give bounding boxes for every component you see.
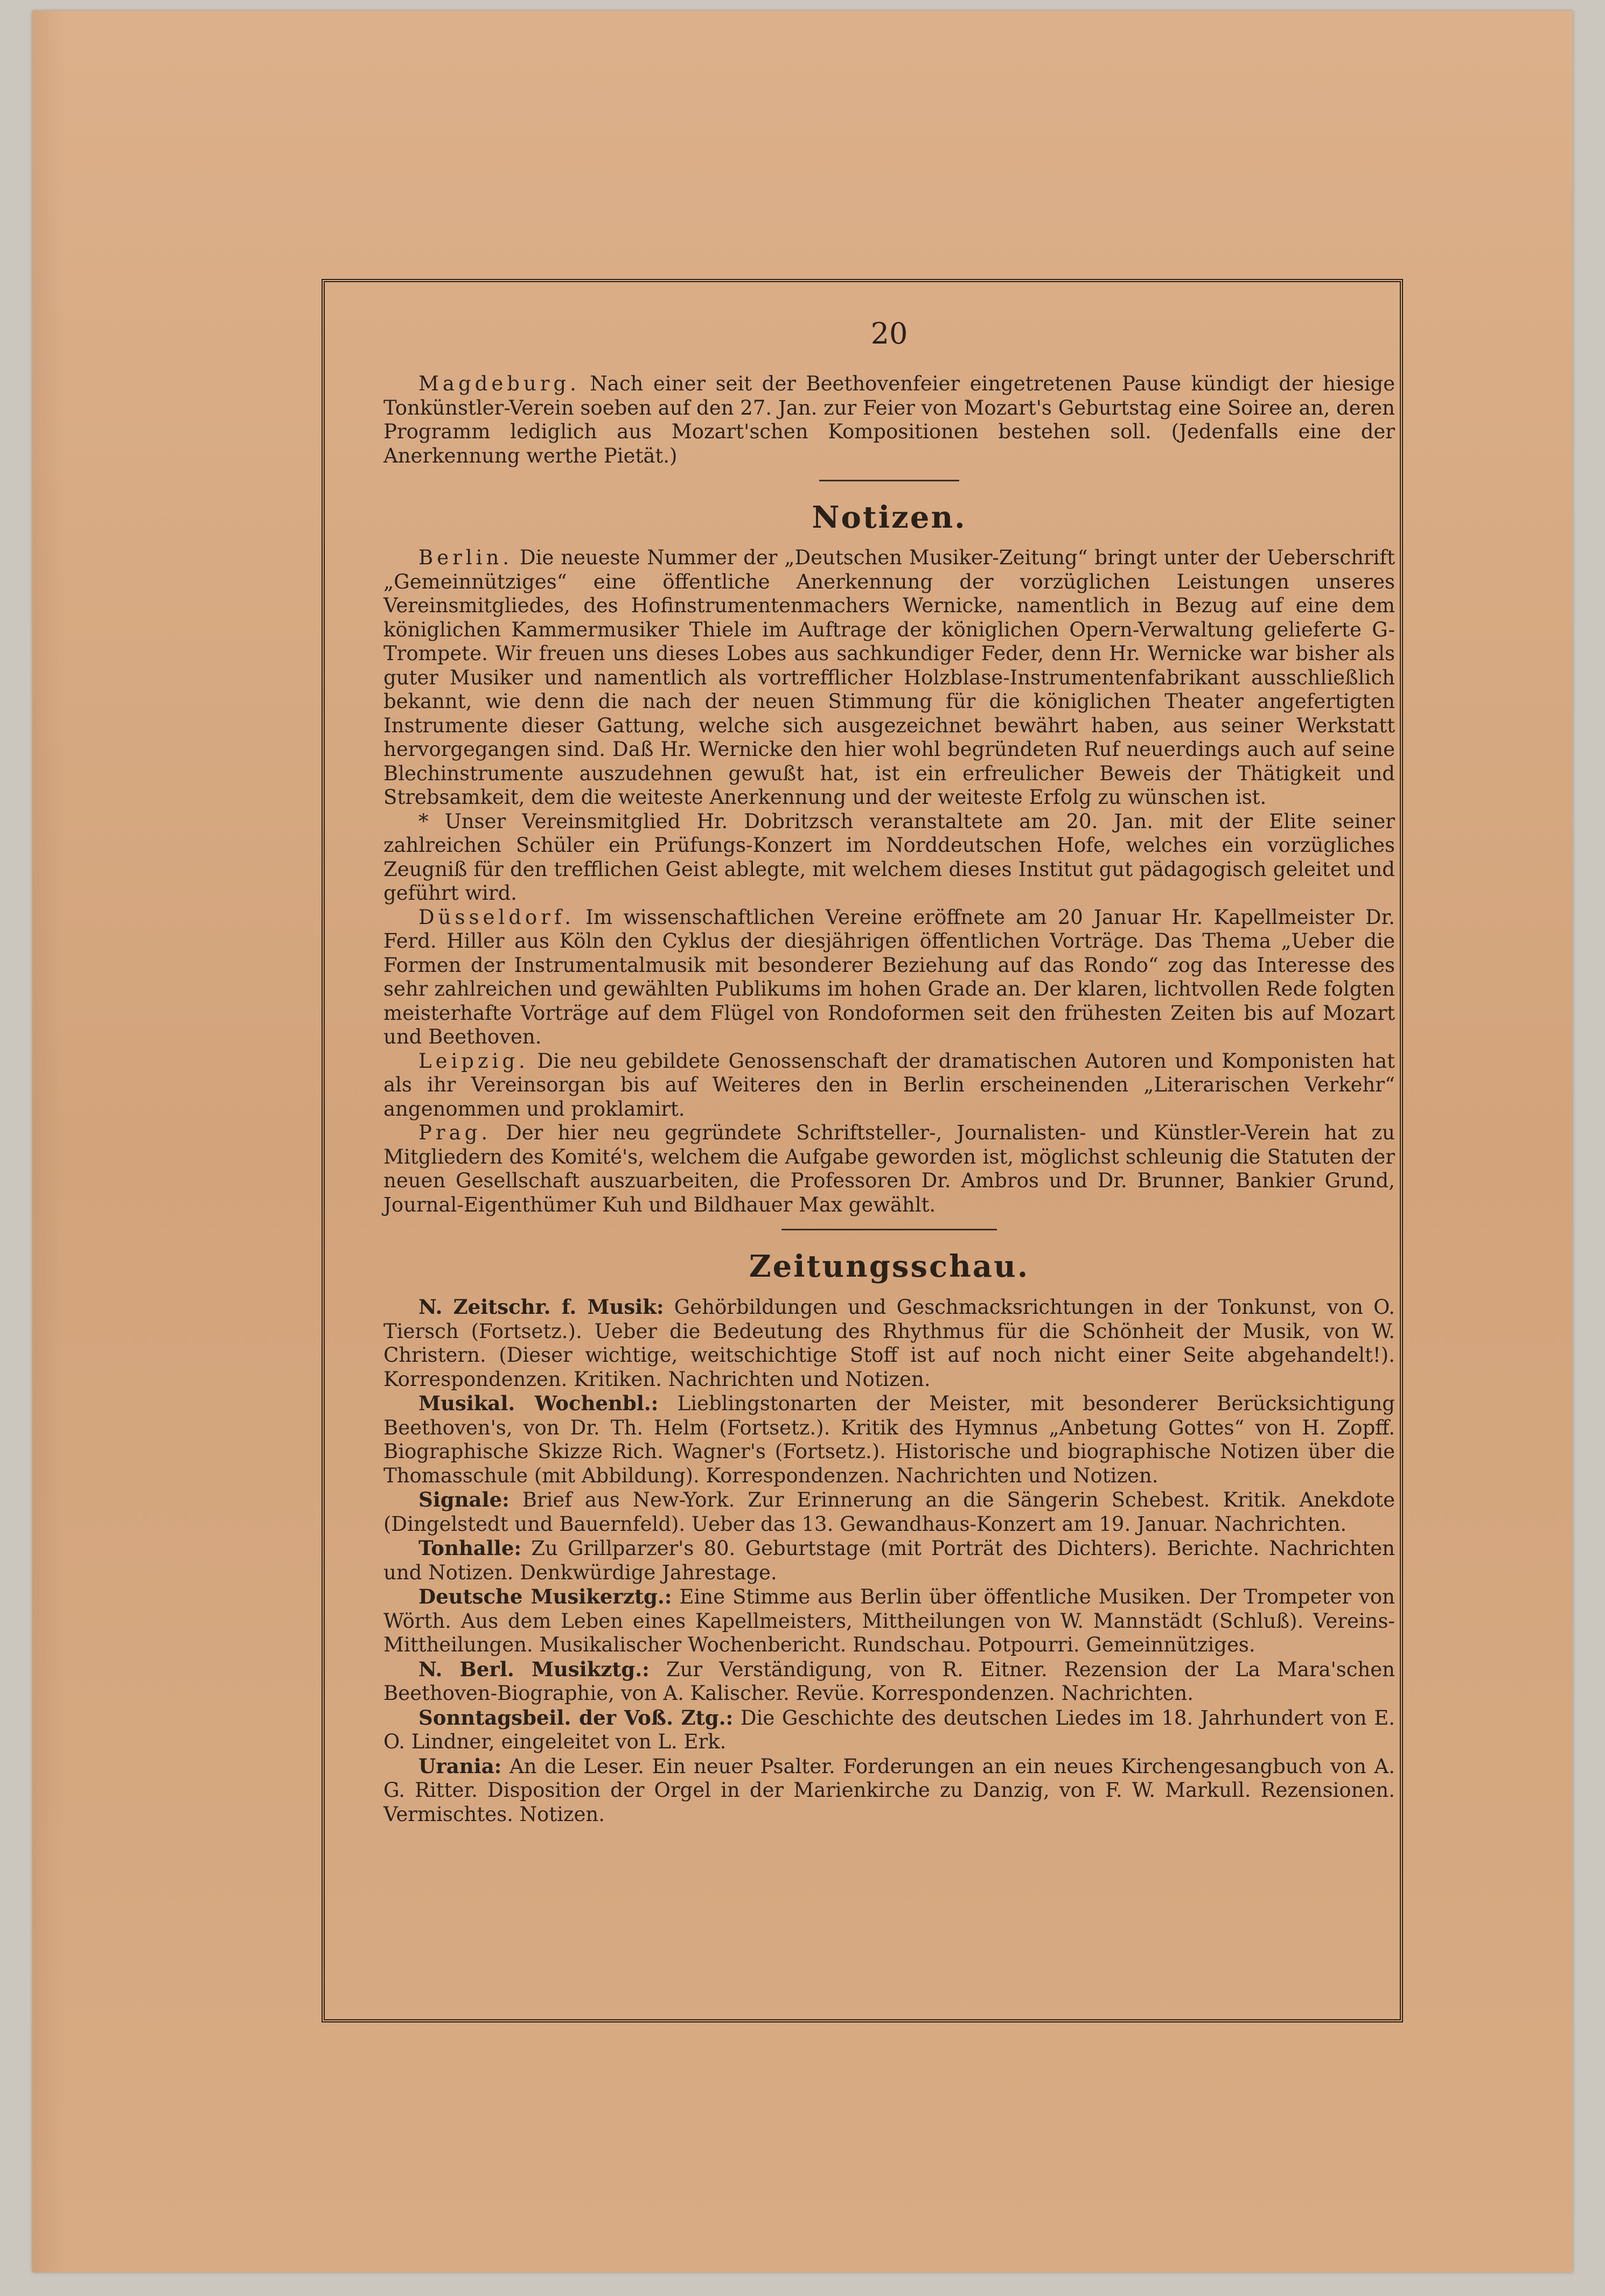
review-text: Gehörbildungen und Geschmacksrichtungen in der Tonkunst, von O. Tiersch (Fortsetz.). Ueber die Bedeutung des Rhythmus für die Schönheit der Musik, von W. Christern. (Dieser wichtige, weitschichtige Stoff ist auf noch nicht einer Seite abgehandelt!). Korrespondenzen. Kritiken. Nachrichten und Notizen. [383, 1296, 1395, 1391]
review-source: Urania: [418, 1754, 502, 1778]
zeitungsschau-section [383, 1295, 1395, 1826]
divider [781, 1229, 997, 1230]
review-item [383, 1585, 1395, 1657]
review-item [383, 1488, 1395, 1536]
review-text: Zu Grillparzer's 80. Geburtstage (mit Porträt des Dichters). Berichte. Nachrichten und Notizen. Denkwürdige Jahrestage. [383, 1537, 1395, 1584]
notiz-text: Der hier neu gegründete Schriftsteller-, Journalisten- und Künstler-Verein hat zu Mitgliedern des Komité's, welchem die Aufgabe geworden ist, möglichst schleunig die Statuten der neuen Gesellschaft auszuarbeiten, die Professoren Dr. Ambros und Dr. Brunner, Bankier Grund, Journal-Eigenthümer Kuh und Bildhauer Max gewählt. [383, 1121, 1395, 1216]
page-content [383, 315, 1395, 1826]
review-text: Lieblingstonarten der Meister, mit besonderer Berücksichtigung Beethoven's, von Dr. Th. Helm (Fortsetz.). Kritik des Hymnus „Anbetung Gottes“ von H. Zopff. Biographische Skizze Rich. Wagner's (Fortsetz.). Historische und biographische Notizen über die Thomasschule (mit Abbildung). Korrespondenzen. Nachrichten und Notizen. [383, 1392, 1395, 1487]
review-item [383, 1657, 1395, 1706]
notizen-heading: Notizen. [812, 500, 967, 535]
review-text: Die Geschichte des deutschen Liedes im 18. Jahrhundert von E. O. Lindner, eingeleitet von L. Erk. [383, 1706, 1395, 1753]
review-source: Musikal. Wochenbl.: [418, 1391, 659, 1415]
notiz-place: Prag. [418, 1121, 492, 1144]
notiz-item [383, 546, 1395, 810]
notiz-text: * Unser Vereinsmitglied Hr. Dobritzsch veranstaltete am 20. Jan. mit der Elite seiner zahlreichen Schüler ein Prüfungs-Konzert im Norddeutschen Hofe, welches ein vorzügliches Zeugniß für den trefflichen Geist ablegte, mit welchem dieses Institut gut pädagogisch geleitet und geführt wird. [383, 809, 1395, 905]
zeitungsschau-heading: Zeitungsschau. [749, 1249, 1030, 1284]
review-item [383, 1391, 1395, 1488]
review-item [383, 1295, 1395, 1391]
intro-place: Magdeburg. [418, 372, 580, 395]
notiz-place: Leipzig. [418, 1049, 529, 1073]
review-text: Zur Verständigung, von R. Eitner. Rezension der La Mara'schen Beethoven-Biographie, von A. Kalischer. Revüe. Korrespondenzen. Nachrichten. [383, 1657, 1395, 1705]
paper-fold-shadow [32, 11, 65, 2272]
notiz-text: Die neu gebildete Genossenschaft der dramatischen Autoren und Komponisten hat als ihr Vereinsorgan bis auf Weiteres den in Berlin erscheinenden „Literarischen Verkehr“ angenommen und proklamirt. [383, 1049, 1395, 1121]
review-item [383, 1536, 1395, 1585]
review-source: Sonntagsbeil. der Voß. Ztg.: [418, 1705, 734, 1730]
divider [819, 480, 959, 481]
notiz-place: Berlin. [418, 546, 513, 569]
review-source: Deutsche Musikerztg.: [418, 1585, 672, 1608]
notizen-section [383, 546, 1395, 1217]
intro-text: Nach einer seit der Beethovenfeier eingetretenen Pause kündigt der hiesige Tonkünstler-Verein soeben auf den 27. Jan. zur Feier von Mozart's Geburtstag eine Soiree an, deren Programm lediglich aus Mozart'schen Kompositionen bestehen soll. (Jedenfalls eine der Anerkennung werthe Pietät.) [383, 372, 1395, 467]
notiz-item [383, 1049, 1395, 1122]
page-number: 20 [870, 317, 908, 351]
review-source: N. Zeitschr. f. Musik: [418, 1295, 664, 1319]
intro-paragraph [383, 372, 1395, 468]
review-source: Tonhalle: [418, 1536, 522, 1560]
review-text: An die Leser. Ein neuer Psalter. Forderungen an ein neues Kirchengesangbuch von A. G. Ritter. Disposition der Orgel in der Marienkirche zu Danzig, von F. W. Markull. Rezensionen. Vermischtes. Notizen. [383, 1754, 1395, 1826]
review-text: Eine Stimme aus Berlin über öffentliche Musiken. Der Trompeter von Wörth. Aus dem Leben eines Kapellmeisters, Mittheilungen von W. Mannstädt (Schluß). Vereins-Mittheilungen. Musikalischer Wochenbericht. Rundschau. Potpourri. Gemeinnütziges. [383, 1585, 1395, 1656]
notiz-item [383, 1121, 1395, 1217]
notiz-text: Im wissenschaftlichen Vereine eröffnete am 20 Januar Hr. Kapellmeister Dr. Ferd. Hiller aus Köln den Cyklus der diesjährigen öffentlichen Vorträge. Das Thema „Ueber die Formen der Instrumentalmusik mit besonderer Beziehung auf das Rondo“ zog das Interesse des sehr zahlreichen und gewählten Publikums im hohen Grade an. Der klaren, lichtvollen Rede folgten meisterhafte Vorträge auf dem Flügel von Rondoformen seit den frühesten Zeiten bis auf Mozart und Beethoven. [383, 905, 1395, 1048]
notiz-text: Die neueste Nummer der „Deutschen Musiker-Zeitung“ bringt unter der Ueberschrift „Gemeinnütziges“ eine öffentliche Anerkennung der vorzüglichen Leistungen unseres Vereinsmitgliedes, des Hofinstrumentenmachers Wernicke, namentlich in Bezug auf eine dem königlichen Kammermusiker Thiele im Auftrage der königlichen Opern-Verwaltung gelieferte G-Trompete. Wir freuen uns dieses Lobes aus sachkundiger Feder, denn Hr. Wernicke war bisher als guter Musiker und namentlich als vortrefflicher Holzblase-Instrumentenfabrikant ausschließlich bekannt, wie denn die nach der neuen Stimmung für die königlichen Theater angefertigten Instrumente dieser Gattung, welche sich ausgezeichnet bewährt haben, aus seiner Werkstatt hervorgegangen sind. Daß Hr. Wernicke den hier wohl begründeten Ruf neuerdings auch auf seine Blechinstrumente auszudehnen gewußt hat, ist ein erfreulicher Beweis der Thätigkeit und Strebsamkeit, dem die weiteste Anerkennung und der weiteste Erfolg zu wünschen ist. [383, 546, 1395, 809]
review-item [383, 1706, 1395, 1754]
notiz-item [383, 906, 1395, 1049]
review-source: N. Berl. Musikztg.: [418, 1657, 650, 1681]
review-source: Signale: [418, 1488, 510, 1511]
review-item [383, 1754, 1395, 1827]
notiz-item [383, 810, 1395, 906]
review-text: Brief aus New-York. Zur Erinnerung an die Sängerin Schebest. Kritik. Anekdote (Dingelstedt und Bauernfeld). Ueber das 13. Gewandhaus-Konzert am 19. Januar. Nachrichten. [383, 1488, 1395, 1536]
notiz-place: Düsseldorf. [418, 905, 575, 929]
